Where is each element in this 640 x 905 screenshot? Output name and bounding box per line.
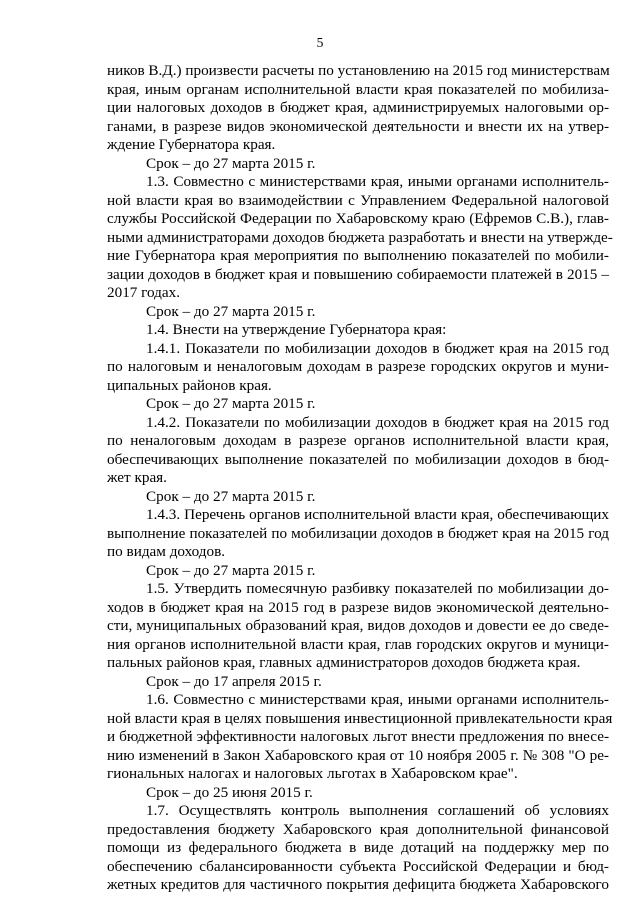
text-line: сти, муниципальных образований края, видов доходов и довести ее до сведе- (107, 617, 609, 634)
text-line: ния органов исполнительной власти края, глав городских округов и муници- (107, 635, 609, 653)
text-line: выполнение показателей по мобилизации доходов в бюджет края на 2015 год (107, 524, 609, 542)
text-line: ной власти края в целях повышения инвестиционной привлекательности края (107, 709, 613, 727)
text-line: 1.5. Утвердить помесячную разбивку показателей по мобилизации до- (146, 580, 609, 597)
text-line: предоставления бюджету Хабаровского края дополнительной финансовой (107, 820, 609, 838)
text-line: 2017 годах. (107, 284, 181, 301)
text-line: ходов в бюджет края на 2015 год в разрезе видов экономической деятельно- (107, 598, 609, 616)
text-line: ции налоговых доходов в бюджет края, администрируемых налоговыми ор- (107, 99, 609, 116)
text-line: ными администраторами доходов бюджета разработать и внести на утвержде- (107, 228, 613, 246)
text-line: Срок – до 27 марта 2015 г. (146, 395, 316, 412)
text-line: 1.4.2. Показатели по мобилизации доходов в бюджет края на 2015 год (146, 413, 609, 431)
text-line: по видам доходов. (107, 543, 226, 560)
text-line: 1.4.3. Перечень органов исполнительной власти края, обеспечивающих (146, 506, 609, 523)
text-line: гиональных налогах и налоговых льготах в Хабаровском крае". (107, 765, 518, 782)
text-line: жет края. (107, 469, 167, 486)
text-line: Срок – до 25 июня 2015 г. (146, 783, 313, 801)
text-line: ждение Губернатора края. (107, 136, 276, 153)
text-line: Срок – до 27 марта 2015 г. (146, 487, 316, 505)
document-body (107, 62, 613, 895)
text-line: по неналоговым доходам в разрезе органов исполнительной власти края, (107, 432, 609, 449)
text-line: 1.6. Совместно с министерствами края, иными органами исполнитель- (146, 691, 609, 708)
text-line: Срок – до 27 марта 2015 г. (146, 154, 316, 172)
text-line: помощи из федерального бюджета в виде дотаций на поддержку мер по (107, 839, 609, 856)
text-line: обеспечивающих выполнение показателей по мобилизации доходов в бюд- (107, 450, 609, 468)
text-line: ников В.Д.) произвести расчеты по установлению на 2015 год министерствам (107, 62, 610, 79)
text-line: ние Губернатора края мероприятия по выполнению показателей по мобили- (107, 247, 609, 264)
text-line: службы Российской Федерации по Хабаровскому краю (Ефремов С.В.), глав- (107, 210, 609, 227)
text-line: ной власти края во взаимодействии с Управлением Федеральной налоговой (107, 191, 609, 209)
text-line: Срок – до 17 апреля 2015 г. (146, 672, 322, 690)
text-line: обеспечению сбалансированности субъекта Российской Федерации и бюд- (107, 857, 609, 875)
text-line: по налоговым и неналоговым доходам в разрезе городских округов и муни- (107, 358, 609, 375)
text-line: жетных кредитов для частичного покрытия дефицита бюджета Хабаровского (107, 876, 609, 893)
text-line: 1.4.1. Показатели по мобилизации доходов в бюджет края на 2015 год (146, 339, 609, 357)
text-line: зации доходов в бюджет края и повышению собираемости платежей в 2015 – (107, 265, 609, 283)
page-number: 5 (316, 35, 324, 50)
text-line: Срок – до 27 марта 2015 г. (146, 302, 316, 320)
text-line: края, иным органам исполнительной власти края показателей по мобилиза- (107, 80, 609, 98)
text-line: ганами, в разрезе видов экономической деятельности и внести их на утвер- (107, 117, 609, 135)
text-line: 1.7. Осуществлять контроль выполнения соглашений об условиях (146, 802, 609, 819)
text-line: Срок – до 27 марта 2015 г. (146, 561, 316, 579)
text-line: пальных районов края, главных администраторов доходов бюджета края. (107, 654, 581, 671)
text-line: 1.4. Внести на утверждение Губернатора края: (146, 321, 447, 338)
text-line: и бюджетной эффективности налоговых льгот внести предложения по внесе- (107, 728, 609, 745)
text-line: нию изменений в Закон Хабаровского края от 10 ноября 2005 г. № 308 "О ре- (107, 746, 609, 764)
text-line: 1.3. Совместно с министерствами края, иными органами исполнитель- (146, 173, 609, 190)
text-line: ципальных районов края. (107, 376, 272, 394)
